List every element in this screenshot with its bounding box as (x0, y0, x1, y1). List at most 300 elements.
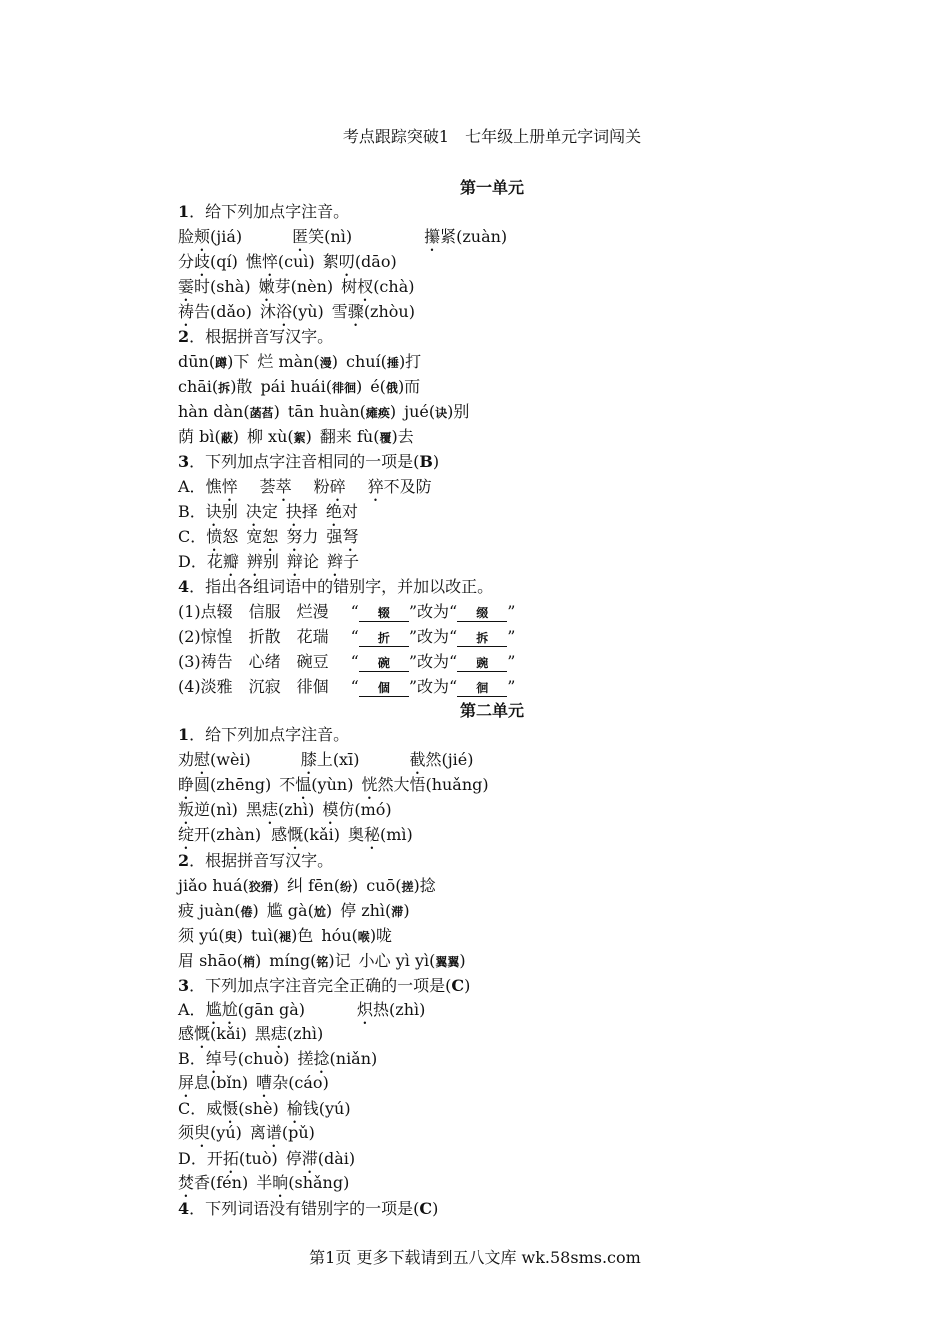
word-before: 开 (206, 1149, 223, 1168)
word-before: 不 (279, 775, 296, 794)
word-before: 须 (178, 1123, 195, 1142)
option-label: B． (178, 502, 206, 521)
dotted-word (286, 527, 318, 546)
dotted-word (292, 227, 352, 246)
word-after: (yù) (291, 302, 324, 321)
word-before: 搓 (297, 1049, 314, 1068)
word-after: 告(dǎo) (194, 302, 252, 321)
pinyin-item (370, 377, 420, 396)
word-before: 树 (341, 277, 358, 296)
suffix: )散 (230, 377, 253, 396)
suffix: ) (403, 901, 410, 920)
dotted-word (178, 750, 251, 769)
suffix: )而 (397, 377, 421, 396)
answer: C (451, 976, 465, 995)
pinyin: 停 zhì( (340, 901, 392, 920)
dotted-word (246, 252, 315, 271)
wrong-char-blank: 碗 (359, 655, 409, 672)
dotted-word (178, 227, 242, 246)
pinyin: 荫 bì( (178, 427, 221, 446)
dotted-word (424, 227, 507, 246)
unit2-q2-row (178, 951, 466, 971)
dotted-word (286, 1149, 355, 1168)
unit1-q4-row (178, 652, 515, 672)
right-char-blank: 豌 (457, 655, 507, 672)
answer-hanzi: 诀 (435, 406, 448, 420)
quote-open: “ (350, 602, 359, 621)
dotted-word (341, 277, 414, 296)
pinyin: hóu( (321, 926, 358, 945)
pinyin: tān huàn( (287, 402, 366, 421)
dotted-word (178, 302, 252, 321)
right-char-blank: 缀 (457, 605, 507, 622)
pinyin-item (340, 901, 409, 920)
unit1-q4-row (178, 602, 515, 622)
pinyin: 须 yú( (178, 926, 225, 945)
dotted-char: 模 (322, 800, 339, 819)
dotted-char: 颊 (194, 227, 211, 246)
word-after: 钱(yú) (302, 1099, 351, 1118)
wrong-char-blank: 辍 (359, 605, 409, 622)
word-after: 紧(zuàn) (440, 227, 508, 246)
unit2-q3-option (178, 1149, 355, 1169)
dotted-char: 辨 (246, 552, 263, 571)
dotted-word (178, 775, 271, 794)
quote-open: “ (350, 652, 359, 671)
dotted-word (271, 825, 340, 844)
dotted-char: 叛 (178, 800, 195, 819)
dotted-char: 悴 (221, 477, 238, 496)
option-label: B． (178, 1049, 206, 1068)
suffix: ) (325, 901, 333, 920)
answer-hanzi: 臾 (224, 930, 237, 944)
pinyin: 小心 yì yì( (358, 951, 436, 970)
word-after: 圆(zhēng) (194, 775, 272, 794)
pinyin-item (178, 427, 239, 446)
word-before: 雪 (331, 302, 348, 321)
dotted-word (246, 527, 278, 546)
unit1-q2-row (178, 427, 414, 447)
word-after: 择 (301, 502, 318, 521)
quote-close: ” (507, 652, 516, 671)
pinyin-item (287, 876, 358, 895)
answer-hanzi: 梢 (243, 955, 256, 969)
word-after: (chà) (373, 277, 415, 296)
unit1-q3-option (178, 502, 358, 522)
page-title: 考点跟踪突破1 七年级上册单元字词闯关 (342, 127, 642, 146)
dotted-char: 决 (245, 502, 262, 521)
dotted-char: 猝 (367, 477, 384, 496)
pinyin: 烂 màn( (257, 352, 320, 371)
unit2-q1-row (178, 800, 392, 820)
quote-close: ” (507, 627, 516, 646)
word-before: 憔 (245, 252, 262, 271)
suffix: ) (355, 377, 363, 396)
word-after: 然(jié) (425, 750, 474, 769)
dotted-char: 慨 (287, 825, 304, 844)
word-after: 对 (341, 502, 358, 521)
option-label: D． (178, 1149, 207, 1168)
suffix: ) (389, 402, 397, 421)
dotted-char: 拓 (222, 1149, 239, 1168)
word-before: 宽 (246, 527, 263, 546)
dotted-char: 攥 (424, 227, 441, 246)
wrong-char-blank: 個 (359, 680, 409, 697)
suffix: ) (255, 951, 262, 970)
unit2-q3-option-cont (178, 1073, 329, 1093)
dotted-word (323, 252, 397, 271)
dotted-word (256, 1073, 329, 1092)
unit2-q3-option (178, 1000, 425, 1020)
suffix: ) (273, 402, 280, 421)
dotted-word (297, 1049, 377, 1068)
pinyin-item (247, 427, 312, 446)
dotted-char: 臾 (194, 1123, 211, 1142)
dotted-char: 瓣 (222, 552, 239, 571)
dotted-char: 绰 (205, 1049, 222, 1068)
pinyin: 疲 juàn( (178, 901, 241, 920)
pinyin: 尴 gà( (266, 901, 314, 920)
word-group: (1)点辍 信服 烂漫 (178, 602, 329, 621)
dotted-char: 歧 (194, 252, 211, 271)
dotted-word (178, 1123, 242, 1142)
word-after: 号(chuò) (221, 1049, 290, 1068)
dotted-char: 努 (286, 527, 303, 546)
suffix: )打 (398, 352, 422, 371)
dotted-char: 秘 (363, 825, 380, 844)
word-after: (cuì) (277, 252, 315, 271)
word-after: 息(bǐn) (194, 1073, 249, 1092)
answer-hanzi: 褪 (279, 930, 292, 944)
word-after: 香(fén) (194, 1173, 249, 1192)
quote-close: ” (507, 602, 516, 621)
word-after: 不及防 (383, 477, 432, 496)
dotted-char: 膝 (300, 750, 317, 769)
dotted-char: 浴 (275, 302, 292, 321)
change-to: ”改为“ (408, 627, 458, 646)
dotted-char: 嘈 (256, 1073, 273, 1092)
word-after: 子 (342, 552, 359, 571)
dotted-word (409, 750, 473, 769)
dotted-char: 嫩 (258, 277, 275, 296)
word-before: 强 (326, 527, 343, 546)
answer-hanzi: 翼翼 (435, 955, 460, 969)
word-before: 黑 (245, 800, 262, 819)
suffix: ) (352, 876, 359, 895)
word-after: 别 (262, 552, 279, 571)
dotted-char: 屏 (178, 1073, 195, 1092)
word-after: (niǎn) (329, 1049, 378, 1068)
dotted-char: 霎 (178, 277, 195, 296)
answer-hanzi: 狡猾 (248, 880, 273, 894)
dotted-word (260, 302, 324, 321)
unit2-q3-option-cont (178, 1123, 315, 1143)
dotted-word (178, 277, 251, 296)
pinyin: dūn( (178, 352, 216, 371)
pinyin: 柳 xù( (246, 427, 294, 446)
answer-hanzi: 蹲 (215, 356, 228, 370)
page-footer: 第1页 更多下载请到五八文库 wk.58sms.com (309, 1248, 641, 1267)
dotted-char: 炽 (357, 1000, 374, 1019)
word-before: 絮 (322, 252, 339, 271)
pinyin-item (346, 352, 421, 371)
answer-hanzi: 搓 (401, 880, 414, 894)
pinyin: pái huái( (260, 377, 332, 396)
word-after: 开(zhàn) (194, 825, 262, 844)
unit2-q2-row (178, 901, 410, 921)
unit1-q1-row (178, 277, 414, 297)
unit2-q3-option (178, 1099, 351, 1119)
dotted-char: 谱 (265, 1123, 282, 1142)
pinyin: cuō( (366, 876, 402, 895)
word-after: 芽(nèn) (274, 277, 334, 296)
change-to: ”改为“ (408, 602, 458, 621)
option-label: A． (178, 477, 206, 496)
answer-hanzi: 拆 (218, 381, 231, 395)
unit1-q4-row (178, 627, 515, 647)
word-before: 荟 (259, 477, 276, 496)
unit2-q2-row (178, 926, 392, 946)
dotted-word (314, 477, 346, 496)
unit1-q3-stem: 3．下列加点字注音相同的一项是(B) (178, 452, 440, 471)
dotted-char: 捻 (313, 1049, 330, 1068)
dotted-char: 睁 (178, 775, 195, 794)
dotted-word (207, 1149, 278, 1168)
unit2-q1-row (178, 750, 474, 770)
word-before: 感 (271, 825, 288, 844)
option-label: A． (178, 1000, 206, 1019)
dotted-char: 痣 (261, 800, 278, 819)
pinyin: jué( (404, 402, 436, 421)
dotted-word (206, 477, 238, 496)
dotted-word (178, 1073, 248, 1092)
dotted-char: 愠 (295, 775, 312, 794)
option-label: D． (178, 552, 207, 571)
pinyin: míng( (269, 951, 317, 970)
dotted-word (348, 825, 413, 844)
answer-hanzi: 倦 (240, 905, 253, 919)
word-after: (zhòu) (363, 302, 415, 321)
pinyin-item (257, 352, 338, 371)
pinyin-item (321, 926, 392, 945)
answer-hanzi: 纷 (340, 880, 353, 894)
word-after: (yùn) (311, 775, 354, 794)
pinyin-item (288, 402, 396, 421)
answer: C (419, 1199, 433, 1218)
word-after: 杂(cáo) (272, 1073, 329, 1092)
dotted-word (279, 775, 353, 794)
dotted-word (332, 302, 415, 321)
word-after: (zhì) (286, 1024, 324, 1043)
unit1-heading: 第一单元 (459, 178, 524, 197)
suffix: ) (236, 926, 243, 945)
word-after: (zhì) (277, 800, 315, 819)
word-before: 黑 (254, 1024, 271, 1043)
dotted-word (206, 1049, 290, 1068)
unit1-q1-stem: 1．给下列加点字注音。 (178, 202, 350, 221)
word-after: 力 (302, 527, 319, 546)
dotted-word (326, 502, 358, 521)
dotted-word (322, 800, 391, 819)
answer-hanzi: 喉 (357, 930, 370, 944)
word-before: 粉 (313, 477, 330, 496)
suffix: )去 (391, 427, 414, 446)
unit2-q3-stem: 3．下列加点字注音完全正确的一项是(C) (178, 976, 471, 995)
dotted-char: 晌 (272, 1173, 289, 1192)
pinyin-item (359, 951, 466, 970)
word-before: 半 (256, 1173, 273, 1192)
suffix: ) (252, 901, 259, 920)
suffix: ) (272, 876, 279, 895)
pinyin: 纠 fēn( (287, 876, 341, 895)
dotted-char: 愤 (206, 527, 223, 546)
word-before: 感 (178, 1024, 195, 1043)
unit1-q1-row (178, 302, 415, 322)
pinyin-item (178, 951, 261, 970)
unit1-q3-option (178, 477, 432, 497)
answer-hanzi: 尬 (313, 905, 326, 919)
dotted-char: 祷 (178, 302, 195, 321)
dotted-char: 滞 (301, 1149, 318, 1168)
dotted-word (247, 552, 279, 571)
pinyin-item (178, 377, 252, 396)
word-after: (pǔ) (281, 1123, 315, 1142)
unit1-q4-stem: 4．指出各组词语中的错别字，并加以改正。 (178, 577, 494, 596)
dotted-char: 慨 (194, 1024, 211, 1043)
dotted-char: 恕 (262, 527, 279, 546)
answer-hanzi: 捶 (386, 356, 399, 370)
unit1-q2-row (178, 352, 421, 372)
word-after: 逆(nì) (194, 800, 238, 819)
pinyin-item (366, 876, 435, 895)
word-after: 时(shà) (194, 277, 251, 296)
dotted-word (326, 527, 358, 546)
unit2-q4-stem: 4．下列词语没有错别字的一项是(C) (178, 1199, 439, 1218)
dotted-char: 辫 (326, 552, 343, 571)
dotted-word (206, 502, 238, 521)
pinyin-item (178, 901, 259, 920)
unit1-q4-row (178, 677, 515, 697)
pinyin-item (260, 377, 362, 396)
dotted-word (287, 1099, 351, 1118)
right-char-blank: 徊 (457, 680, 507, 697)
answer-hanzi: 蔽 (220, 431, 233, 445)
dotted-char: 恍 (361, 775, 378, 794)
dotted-word (207, 552, 239, 571)
word-after: (tuò) (238, 1149, 278, 1168)
pinyin: hàn dàn( (178, 402, 250, 421)
dotted-word (357, 1000, 425, 1019)
word-after: (gān gà) (237, 1000, 306, 1019)
dotted-word (286, 502, 318, 521)
dotted-char: 痣 (270, 1024, 287, 1043)
unit1-q2-stem: 2．根据拼音写汉字。 (178, 327, 334, 346)
dotted-word (178, 252, 238, 271)
dotted-char: 悴 (261, 252, 278, 271)
word-after: 定 (261, 502, 278, 521)
word-after: (jiá) (210, 227, 243, 246)
dotted-word (301, 750, 360, 769)
suffix: ) (232, 427, 239, 446)
pinyin: 眉 shāo( (178, 951, 244, 970)
answer-hanzi: 铭 (316, 955, 329, 969)
change-to: ”改为“ (408, 652, 458, 671)
unit2-q3-option (178, 1049, 377, 1069)
change-to: ”改为“ (408, 677, 458, 696)
dotted-char: 抉 (285, 502, 302, 521)
dotted-char: 叨 (338, 252, 355, 271)
dotted-word (206, 1000, 305, 1019)
pinyin-item (178, 876, 279, 895)
pinyin: chuí( (345, 352, 387, 371)
pinyin: chāi( (178, 377, 219, 396)
dotted-char: 榆 (286, 1099, 303, 1118)
dotted-word (246, 800, 314, 819)
pinyin-item (320, 427, 414, 446)
dotted-char: 骤 (347, 302, 364, 321)
pinyin-item (404, 402, 469, 421)
word-after: 笑(nì) (308, 227, 353, 246)
suffix: )下 (227, 352, 250, 371)
answer-hanzi: 徘徊 (331, 381, 356, 395)
dotted-word (327, 552, 359, 571)
word-before: 憔 (205, 477, 222, 496)
word-before: 劝 (178, 750, 195, 769)
answer-hanzi: 滞 (391, 905, 404, 919)
word-after: (kǎi) (210, 1024, 247, 1043)
dotted-word (361, 775, 488, 794)
dotted-char: 慑 (222, 1099, 239, 1118)
pinyin-item (178, 352, 249, 371)
dotted-word (178, 1173, 248, 1192)
unit1-q3-option (178, 527, 358, 547)
suffix: )记 (328, 951, 351, 970)
pinyin: é( (370, 377, 386, 396)
word-after: (shǎng) (288, 1173, 350, 1192)
dotted-word (255, 1024, 323, 1043)
word-after: 然大悟(huǎng) (377, 775, 489, 794)
word-before: 威 (206, 1099, 223, 1118)
word-after: (mì) (380, 825, 413, 844)
suffix: )色 (291, 926, 314, 945)
word-before: 分 (178, 252, 195, 271)
unit2-heading: 第二单元 (459, 701, 524, 720)
suffix: )捻 (413, 876, 436, 895)
answer-hanzi: 菡萏 (249, 406, 274, 420)
word-before: 离 (249, 1123, 266, 1142)
dotted-char: 碎 (329, 477, 346, 496)
word-after: (dāo) (354, 252, 397, 271)
word-after: 仿(mó) (338, 800, 392, 819)
suffix: ) (331, 352, 338, 371)
word-group: (3)祷告 心绪 碗豆 (178, 652, 329, 671)
pinyin-item (269, 951, 350, 970)
dotted-char: 匿 (292, 227, 309, 246)
dotted-word (206, 1099, 279, 1118)
answer-hanzi: 俄 (385, 381, 398, 395)
option-label: C． (178, 1099, 207, 1118)
word-group: (4)淡雅 沉寂 徘個 (178, 677, 329, 696)
dotted-char: 辩 (286, 552, 303, 571)
dotted-word (250, 1123, 315, 1142)
dotted-word (178, 800, 238, 819)
unit2-q3-option-cont (178, 1173, 349, 1193)
unit2-q1-row (178, 775, 489, 795)
pinyin-item (251, 926, 313, 945)
dotted-word (246, 502, 278, 521)
word-after: (wèi) (210, 750, 251, 769)
quote-close: ” (507, 677, 516, 696)
